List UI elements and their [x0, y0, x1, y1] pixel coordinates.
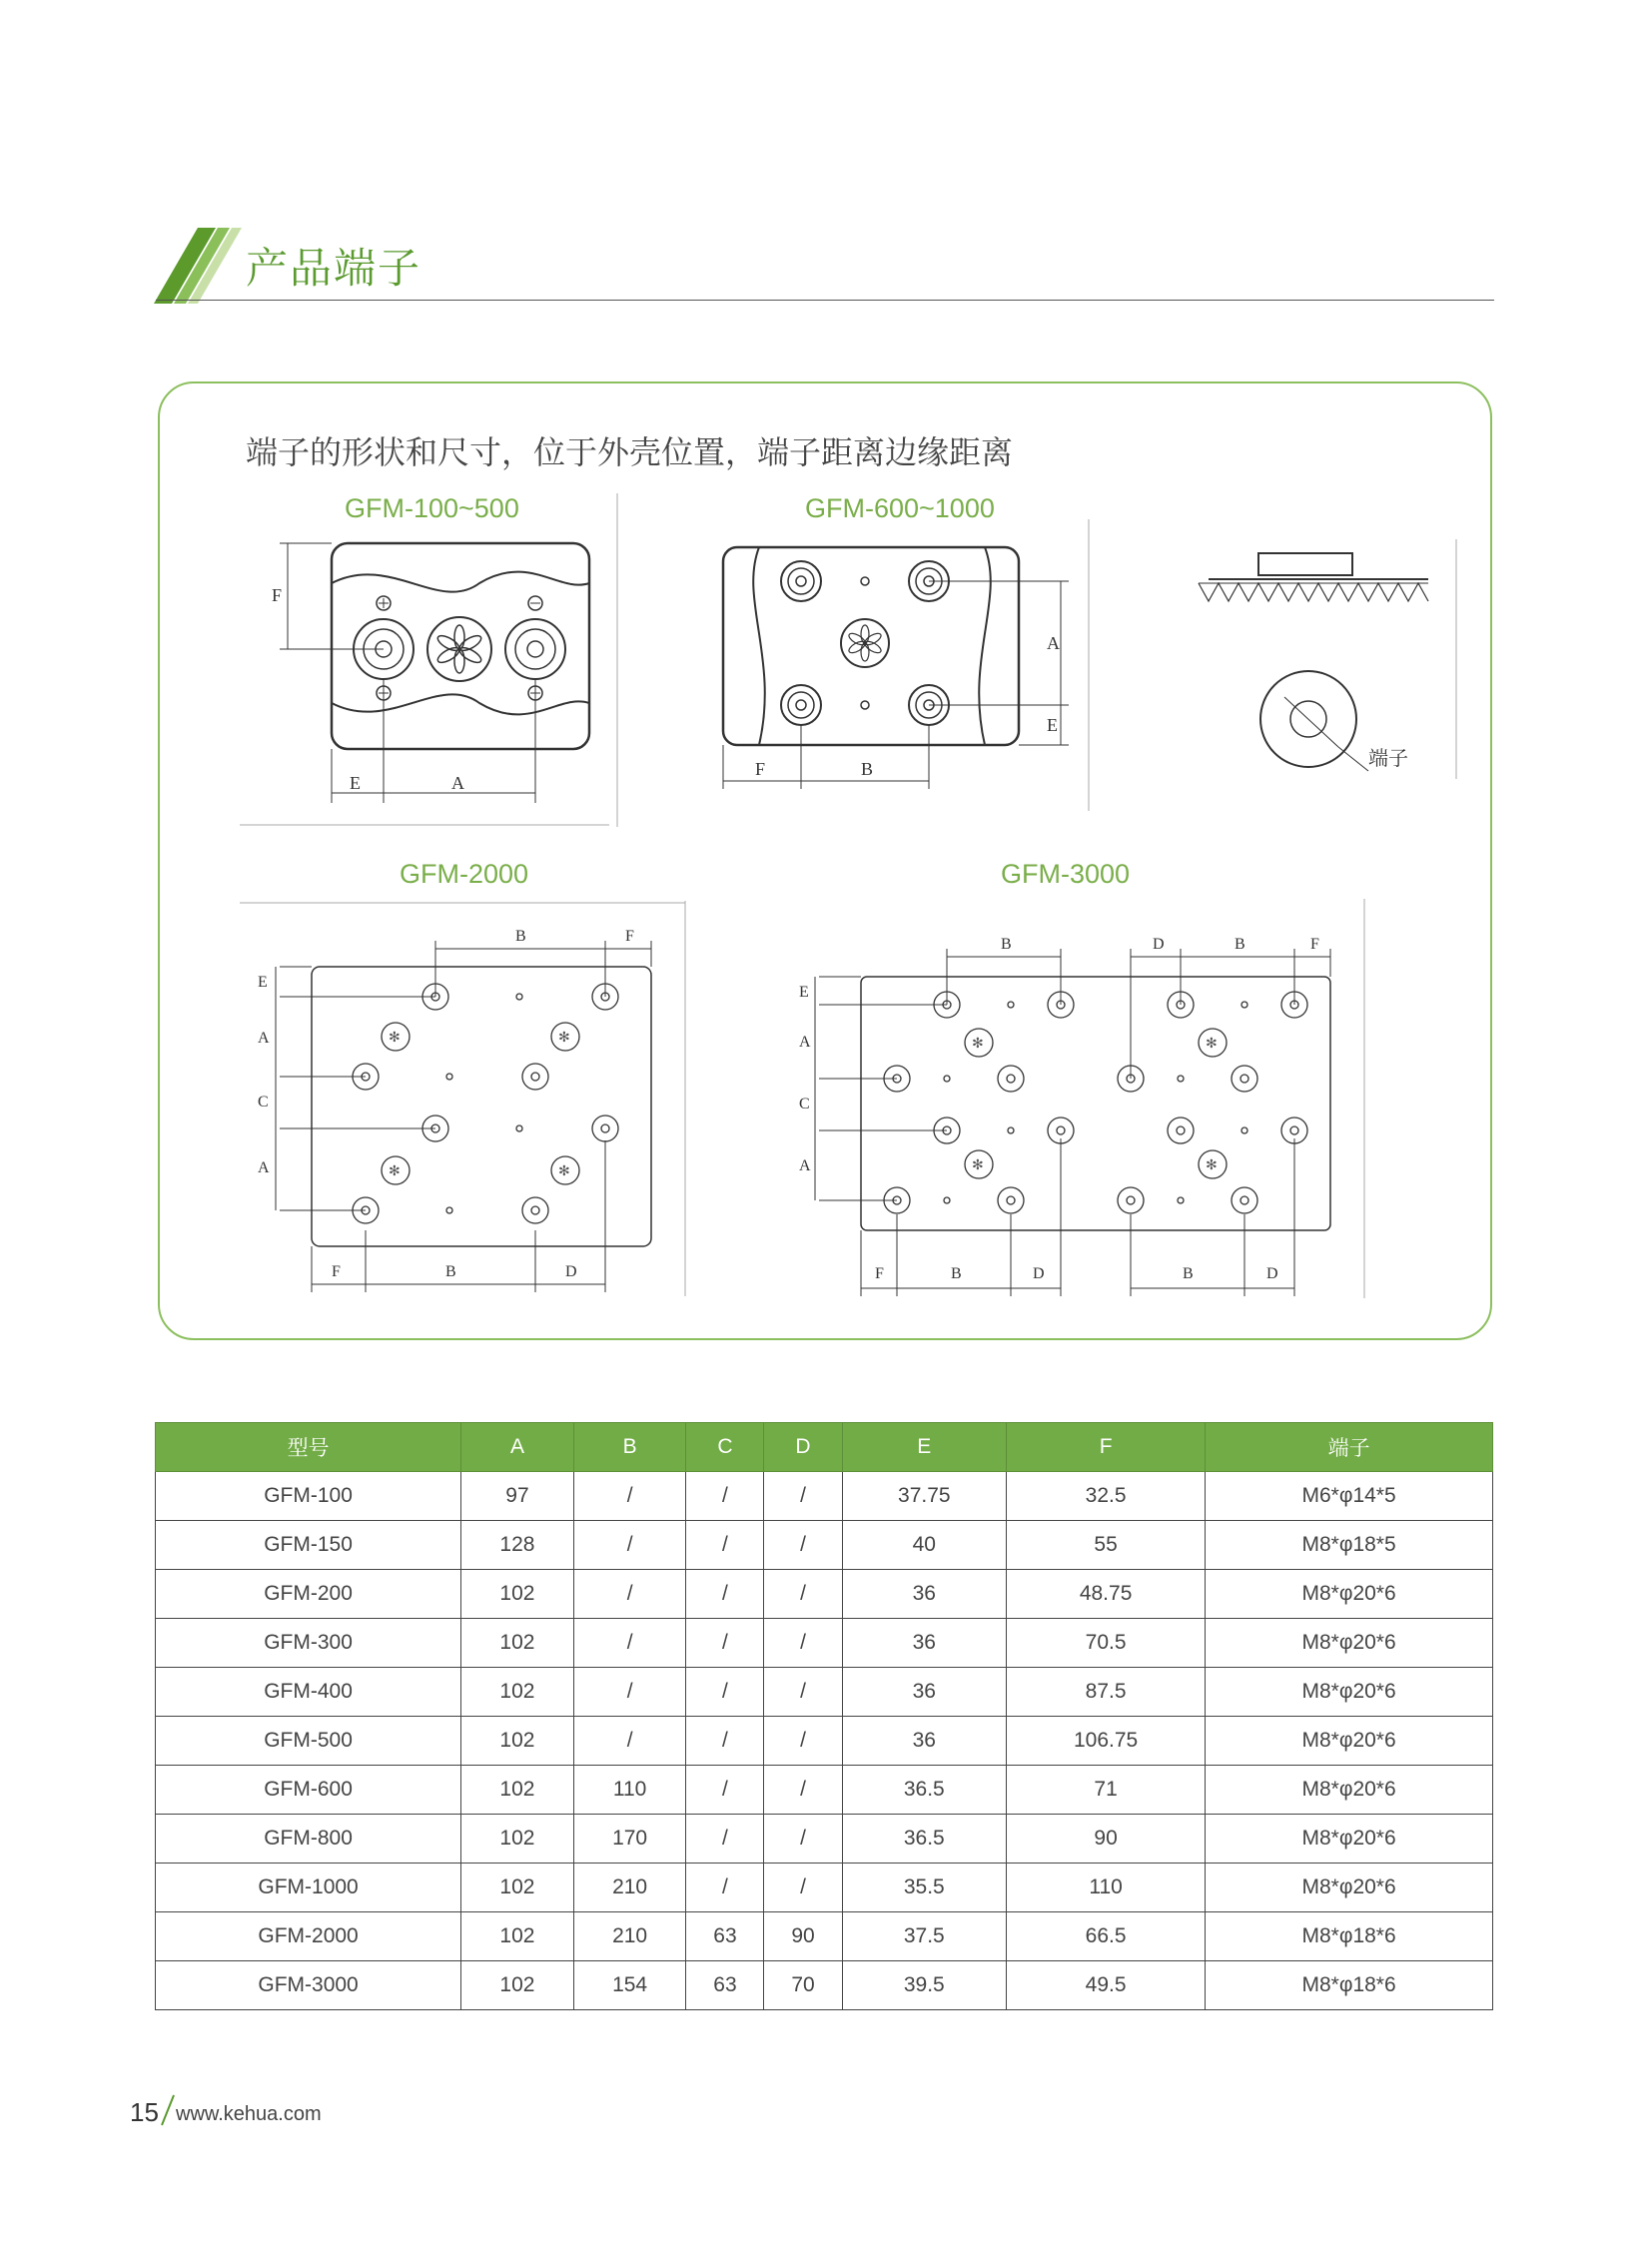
- svg-text:D: D: [1266, 1265, 1278, 1282]
- svg-text:✻: ✻: [972, 1158, 984, 1173]
- table-cell: 102: [461, 1912, 574, 1961]
- table-cell: /: [764, 1521, 842, 1570]
- table-cell: GFM-400: [156, 1668, 461, 1717]
- header-d: D: [764, 1423, 842, 1472]
- table-cell: /: [686, 1472, 764, 1521]
- table-cell: M8*φ18*6: [1206, 1912, 1493, 1961]
- diagram-label-gfm-100-500: GFM-100~500: [345, 493, 519, 523]
- table-cell: 102: [461, 1864, 574, 1912]
- table-cell: 102: [461, 1815, 574, 1864]
- table-cell: GFM-600: [156, 1766, 461, 1815]
- table-cell: 210: [573, 1912, 686, 1961]
- diagram-label-gfm-3000: GFM-3000: [1001, 859, 1131, 889]
- table-cell: 63: [686, 1961, 764, 2010]
- header-model: 型号: [156, 1423, 461, 1472]
- table-cell: 40: [842, 1521, 1007, 1570]
- svg-text:E: E: [1047, 715, 1058, 735]
- table-cell: M8*φ20*6: [1206, 1619, 1493, 1668]
- table-cell: /: [573, 1619, 686, 1668]
- card-subtitle: 端子的形状和尺寸，位于外壳位置，端子距离边缘距离: [246, 433, 1014, 471]
- table-cell: 87.5: [1007, 1668, 1206, 1717]
- svg-text:✻: ✻: [1206, 1158, 1218, 1173]
- diagram-gfm-3000: [779, 899, 1368, 1302]
- table-cell: 32.5: [1007, 1472, 1206, 1521]
- table-cell: 36.5: [842, 1766, 1007, 1815]
- table-cell: GFM-150: [156, 1521, 461, 1570]
- table-cell: M8*φ20*6: [1206, 1766, 1493, 1815]
- table-cell: /: [764, 1766, 842, 1815]
- table-cell: 102: [461, 1961, 574, 2010]
- table-cell: 70: [764, 1961, 842, 2010]
- table-row: [156, 1521, 1493, 1570]
- spec-table: [155, 1422, 1493, 2010]
- table-cell: 110: [1007, 1864, 1206, 1912]
- table-cell: 90: [764, 1912, 842, 1961]
- table-row: [156, 1864, 1493, 1912]
- section-divider: [156, 300, 1494, 301]
- svg-text:D: D: [1153, 936, 1165, 953]
- table-row: [156, 1766, 1493, 1815]
- table-cell: 63: [686, 1912, 764, 1961]
- svg-text:✻: ✻: [558, 1164, 570, 1179]
- table-cell: 36: [842, 1668, 1007, 1717]
- svg-text:A: A: [451, 773, 464, 793]
- table-cell: /: [764, 1717, 842, 1766]
- svg-text:B: B: [1001, 936, 1012, 953]
- table-row: [156, 1815, 1493, 1864]
- table-cell: /: [686, 1766, 764, 1815]
- table-cell: 102: [461, 1717, 574, 1766]
- svg-text:F: F: [625, 928, 634, 945]
- table-cell: 90: [1007, 1815, 1206, 1864]
- table-cell: 102: [461, 1619, 574, 1668]
- header-b: B: [573, 1423, 686, 1472]
- table-cell: /: [764, 1668, 842, 1717]
- table-cell: GFM-500: [156, 1717, 461, 1766]
- table-cell: 66.5: [1007, 1912, 1206, 1961]
- table-row: [156, 1619, 1493, 1668]
- svg-text:E: E: [258, 974, 268, 991]
- svg-text:B: B: [1235, 936, 1245, 953]
- footer-slash: [158, 2093, 178, 2127]
- terminal-label: 端子: [1368, 748, 1408, 770]
- table-cell: /: [686, 1668, 764, 1717]
- table-cell: 36: [842, 1570, 1007, 1619]
- table-cell: 48.75: [1007, 1570, 1206, 1619]
- footer-website-link[interactable]: www.kehua.com: [176, 2103, 322, 2125]
- table-cell: 37.5: [842, 1912, 1007, 1961]
- table-cell: GFM-300: [156, 1619, 461, 1668]
- table-cell: M8*φ20*6: [1206, 1815, 1493, 1864]
- table-cell: M8*φ18*5: [1206, 1521, 1493, 1570]
- table-cell: GFM-2000: [156, 1912, 461, 1961]
- table-cell: /: [686, 1864, 764, 1912]
- diagram-label-gfm-2000: GFM-2000: [400, 859, 529, 889]
- table-cell: /: [764, 1570, 842, 1619]
- diagram-label-gfm-600-1000: GFM-600~1000: [805, 493, 995, 523]
- table-cell: M6*φ14*5: [1206, 1472, 1493, 1521]
- header-terminal: 端子: [1206, 1423, 1493, 1472]
- svg-text:B: B: [515, 928, 526, 945]
- svg-text:✻: ✻: [389, 1164, 401, 1179]
- table-cell: GFM-100: [156, 1472, 461, 1521]
- svg-text:F: F: [332, 1263, 341, 1280]
- table-row: [156, 1961, 1493, 2010]
- table-cell: M8*φ20*6: [1206, 1864, 1493, 1912]
- table-cell: /: [573, 1717, 686, 1766]
- section-header-stripes: [150, 228, 250, 304]
- header-f: F: [1007, 1423, 1206, 1472]
- table-cell: M8*φ18*6: [1206, 1961, 1493, 2010]
- section-title: 产品端子: [246, 244, 422, 293]
- diagram-terminal-detail: [1189, 539, 1468, 789]
- diagram-gfm-600-1000: [709, 519, 1099, 819]
- table-row: [156, 1912, 1493, 1961]
- svg-text:D: D: [565, 1263, 577, 1280]
- svg-text:✻: ✻: [972, 1037, 984, 1052]
- svg-text:E: E: [799, 984, 809, 1001]
- table-cell: /: [686, 1570, 764, 1619]
- table-cell: /: [686, 1521, 764, 1570]
- table-cell: 36.5: [842, 1815, 1007, 1864]
- table-header-row: [156, 1423, 1493, 1472]
- table-cell: /: [764, 1472, 842, 1521]
- table-cell: 49.5: [1007, 1961, 1206, 2010]
- table-cell: M8*φ20*6: [1206, 1668, 1493, 1717]
- svg-text:F: F: [1310, 936, 1319, 953]
- table-cell: M8*φ20*6: [1206, 1717, 1493, 1766]
- svg-text:C: C: [799, 1096, 810, 1113]
- table-cell: 210: [573, 1864, 686, 1912]
- svg-text:B: B: [861, 759, 874, 779]
- table-cell: GFM-1000: [156, 1864, 461, 1912]
- table-cell: GFM-3000: [156, 1961, 461, 2010]
- diagram-gfm-100-500: [240, 493, 619, 829]
- svg-text:✻: ✻: [1206, 1037, 1218, 1052]
- svg-text:D: D: [1033, 1265, 1045, 1282]
- table-cell: M8*φ20*6: [1206, 1570, 1493, 1619]
- table-cell: 154: [573, 1961, 686, 2010]
- table-cell: 97: [461, 1472, 574, 1521]
- svg-text:F: F: [875, 1265, 884, 1282]
- table-cell: 102: [461, 1766, 574, 1815]
- svg-text:✻: ✻: [389, 1031, 401, 1046]
- table-cell: 71: [1007, 1766, 1206, 1815]
- table-cell: 55: [1007, 1521, 1206, 1570]
- table-cell: 106.75: [1007, 1717, 1206, 1766]
- table-cell: GFM-800: [156, 1815, 461, 1864]
- svg-text:F: F: [755, 759, 766, 779]
- table-cell: 70.5: [1007, 1619, 1206, 1668]
- header-c: C: [686, 1423, 764, 1472]
- svg-text:B: B: [1183, 1265, 1194, 1282]
- table-cell: /: [573, 1521, 686, 1570]
- table-cell: /: [686, 1717, 764, 1766]
- page-number: 15: [130, 2097, 159, 2127]
- table-cell: /: [686, 1815, 764, 1864]
- table-cell: 128: [461, 1521, 574, 1570]
- table-cell: 39.5: [842, 1961, 1007, 2010]
- table-cell: 110: [573, 1766, 686, 1815]
- table-row: [156, 1472, 1493, 1521]
- diagram-gfm-2000: [240, 901, 689, 1300]
- table-cell: 102: [461, 1570, 574, 1619]
- table-row: [156, 1717, 1493, 1766]
- svg-text:A: A: [1047, 633, 1060, 653]
- table-cell: 170: [573, 1815, 686, 1864]
- table-cell: GFM-200: [156, 1570, 461, 1619]
- table-cell: 37.75: [842, 1472, 1007, 1521]
- table-cell: /: [573, 1668, 686, 1717]
- table-cell: 36: [842, 1619, 1007, 1668]
- svg-text:A: A: [799, 1157, 811, 1174]
- table-cell: 36: [842, 1717, 1007, 1766]
- svg-text:A: A: [258, 1159, 270, 1176]
- svg-text:C: C: [258, 1094, 269, 1111]
- table-cell: 35.5: [842, 1864, 1007, 1912]
- table-row: [156, 1668, 1493, 1717]
- table-cell: /: [573, 1570, 686, 1619]
- table-cell: /: [573, 1472, 686, 1521]
- svg-text:B: B: [445, 1263, 456, 1280]
- table-row: [156, 1570, 1493, 1619]
- header-a: A: [461, 1423, 574, 1472]
- table-cell: /: [764, 1864, 842, 1912]
- svg-text:A: A: [799, 1034, 811, 1051]
- svg-text:✻: ✻: [558, 1031, 570, 1046]
- svg-text:E: E: [350, 773, 361, 793]
- table-cell: 102: [461, 1668, 574, 1717]
- header-e: E: [842, 1423, 1007, 1472]
- svg-text:A: A: [258, 1030, 270, 1047]
- table-cell: /: [686, 1619, 764, 1668]
- svg-text:F: F: [272, 585, 283, 605]
- table-cell: /: [764, 1815, 842, 1864]
- svg-text:B: B: [951, 1265, 962, 1282]
- table-cell: /: [764, 1619, 842, 1668]
